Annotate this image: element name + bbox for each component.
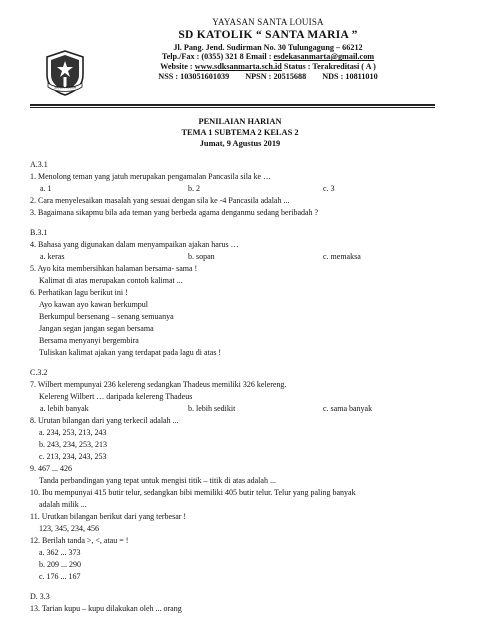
option-c: c. memaksa	[323, 252, 361, 261]
question-6-instruction: Tuliskan kalimat ajakan yang terdapat pada lagu di atas !	[39, 348, 222, 357]
song-line-3: Jangan segan jangan segan bersama	[39, 324, 154, 333]
question-13: 13. Tarian kupu – kupu dilakukan oleh ... orang	[30, 604, 182, 613]
section-d33: D. 3.3	[30, 592, 50, 601]
question-2: 2. Cara menyelesaikan masalah yang sesuai dengan sila ke -4 Pancasila adalah ...	[30, 196, 290, 205]
question-9: 9. 467 ... 426	[30, 464, 72, 473]
questions	[30, 160, 450, 616]
question-11-sub: 123, 345, 234, 456	[39, 524, 99, 533]
letterhead-divider	[30, 104, 435, 106]
school-address: Jl. Pang. Jend. Sudirman No. 30 Tulungagung – 66212	[173, 42, 363, 52]
song-line-2: Berkumpul bersenang – senang semuanya	[39, 312, 174, 321]
song-line-1: Ayo kawan ayo kawan berkumpul	[39, 300, 149, 309]
exam-title-line1: PENILAIAN HARIAN	[198, 117, 282, 126]
accreditation-status: Status : Terakreditasi ( A )	[281, 62, 376, 72]
nss-number: NSS : 103051601039	[158, 72, 230, 82]
option-c: c. 213, 234, 243, 253	[39, 452, 107, 461]
school-logo-icon	[44, 49, 86, 97]
question-5: 5. Ayo kita membersihkan halaman bersama- sama !	[30, 264, 198, 273]
svg-text:SANTA MARIA: SANTA MARIA	[54, 85, 76, 90]
option-b: b. sopan	[188, 252, 215, 261]
letterhead-divider-thin	[30, 107, 435, 108]
foundation-name: YAYASAN SANTA LOUISA	[212, 17, 324, 27]
option-c: c. sama banyak	[323, 404, 373, 413]
exam-title	[0, 117, 480, 150]
email-link[interactable]: esdekasanmarta@gmail.com	[273, 52, 375, 62]
option-b: b. 209 ... 290	[39, 560, 81, 569]
question-7-options	[30, 404, 450, 416]
question-11: 11. Urutkan bilangan berikut dari yang terbesar !	[30, 512, 187, 521]
letterhead	[110, 17, 426, 82]
question-10: 10. Ibu mempunyai 415 butir telur, sedangkan bibi memiliki 405 butir telur. Telur yang paling banyak	[30, 488, 356, 497]
npsn-number: NPSN : 20515688	[245, 72, 307, 82]
question-6: 6. Perhatikan lagu berikut ini !	[30, 288, 128, 297]
question-7-sub: Kelereng Wilbert … daripada kelereng Thadeus	[39, 392, 193, 401]
question-7: 7. Wilbert mempunyai 236 kelereng sedangkan Thadeus memiliki 326 kelereng.	[30, 380, 287, 389]
option-b: b. 2	[188, 184, 200, 193]
option-c: c. 3	[323, 184, 335, 193]
registration-numbers	[110, 72, 426, 82]
question-4-options	[30, 252, 450, 264]
question-12: 12. Berilah tanda >, <, atau = !	[30, 536, 129, 545]
website-label: Website :	[160, 62, 195, 72]
website-link[interactable]: www.sdksanmarta.sch.id	[194, 62, 282, 72]
option-a: a. 362 ... 373	[39, 548, 81, 557]
option-b: b. 243, 234, 253, 213	[39, 440, 107, 449]
song-line-4: Bersama menyanyi bergembira	[39, 336, 139, 345]
nds-number: NDS : 10811010	[322, 72, 378, 82]
section-a31: A.3.1	[30, 160, 48, 169]
section-c32: C.3.2	[30, 368, 48, 377]
option-a: a. 234, 253, 213, 243	[39, 428, 107, 437]
section-b31: B.3.1	[30, 228, 48, 237]
question-3: 3. Bagaimana sikapmu bila ada teman yang berbeda agama denganmu sedang beribadah ?	[30, 208, 319, 217]
question-1: 1. Menolong teman yang jatuh merupakan pengamalan Pancasila sila ke …	[30, 172, 272, 181]
school-name: SD KATOLIK “ SANTA MARIA ”	[178, 28, 358, 41]
question-1-options	[30, 184, 450, 196]
option-a: a. lebih banyak	[40, 404, 89, 413]
contact-line	[110, 52, 426, 62]
question-4: 4. Bahasa yang digunakan dalam menyampaikan ajakan harus …	[30, 240, 239, 249]
question-10-sub: adalah milik ...	[39, 500, 87, 509]
exam-title-line2: TEMA 1 SUBTEMA 2 KELAS 2	[181, 128, 299, 138]
question-8: 8. Urutan bilangan dari yang terkecil adalah ...	[30, 416, 179, 425]
website-line	[110, 62, 426, 72]
question-9-sub: Tanda perbandingan yang tepat untuk mengisi titik – titik di atas adalah ...	[39, 476, 276, 485]
exam-date: Jumat, 9 Agustus 2019	[199, 139, 281, 149]
option-c: c. 176 ... 167	[39, 572, 81, 581]
option-b: b. lebih sedikit	[188, 404, 236, 413]
phone-label: Telp./Fax : (0355) 321 8 Email :	[161, 52, 274, 62]
option-a: a. keras	[40, 252, 65, 261]
option-a: a. 1	[40, 184, 52, 193]
question-5-sub: Kalimat di atas merupakan contoh kalimat ...	[39, 276, 183, 285]
